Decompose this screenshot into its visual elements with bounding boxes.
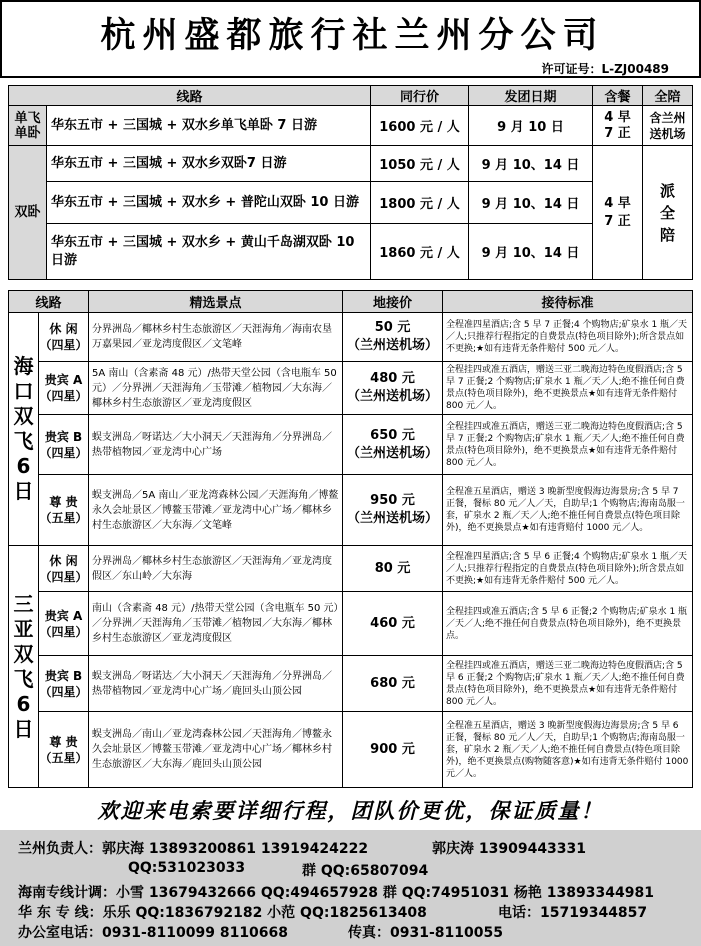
price-note: （兰州送机场） — [347, 389, 439, 404]
tier-standard: 全程挂四或准五酒店，赠送三亚二晚海边特色度假酒店;含 5 早 7 正餐;2 个购物店;矿泉水 1 瓶／天／人;绝不推任何自费景点(特色项目除外)，绝不更换景点★如有违背无条件赔付 800 元／人。 — [443, 362, 693, 415]
price-value: 950 元 — [370, 493, 415, 508]
col-price: 地接价 — [343, 291, 443, 313]
tier-spots: 分界洲岛／椰林乡村生态旅游区／天涯海角／亚龙湾度假区／东山岭／大东海 — [89, 546, 343, 592]
contact-hainan: 海南专线计调：小雪 13679432666 QQ:494657928 群 QQ:74951031 杨艳 13893344981 — [18, 885, 654, 901]
price-note: （兰州送机场） — [347, 338, 439, 353]
col-date: 发团日期 — [469, 86, 593, 106]
tier-price: 460 元 — [343, 592, 443, 656]
tier-standard: 全程准四星酒店;含 5 早 7 正餐;4 个购物店;矿泉水 1 瓶／天／人;只推荐行程指定的自费景点(特色项目除外);所含景点如不更换;★如有违背无条件赔付 500 元／人。 — [443, 313, 693, 362]
price-value: 50 元 — [374, 320, 411, 335]
contact-office: 办公室电话：0931-8110099 8110668 — [18, 925, 289, 941]
guide-info: 含兰州 送机场 — [643, 106, 693, 146]
tier-standard: 全程准五星酒店，赠送 3 晚新型度假海边海景房;含 5 早 6 正餐，餐标 80 元／人／天，自助早;1 个购物店;海南岛服一套，矿泉水 2 瓶／天／人;绝不推任何自费景点(特色项目除外)，绝不更换景点(购物随客意)★如有违背无条件赔付 1000 元／人。 — [443, 712, 693, 788]
tier-spots: 蜈支洲岛／南山／亚龙湾森林公园／天涯海角／博鳌永久会址景区／博鳌玉带滩／亚龙湾中心广场／椰林乡村生态旅游区／大东海／鹿回头山顶公园 — [89, 712, 343, 788]
tier-price — [343, 313, 443, 362]
double-sleeper-label: 双卧 — [9, 146, 47, 280]
tier-price — [343, 475, 443, 546]
tier-price: 680 元 — [343, 656, 443, 712]
price-note: （兰州送机场） — [347, 511, 439, 526]
tier-level: 贵宾 B （四星） — [39, 656, 89, 712]
tier-level: 贵宾 A （四星） — [39, 362, 89, 415]
contact-manager: 兰州负责人：郭庆海 13893200861 13919424222 — [18, 841, 369, 857]
route-name: 华东五市 + 三国城 + 双水乡 + 黄山千岛湖双卧 10 日游 — [47, 224, 371, 280]
route-name: 华东五市 + 三国城 + 双水乡 + 普陀山双卧 10 日游 — [47, 182, 371, 224]
tier-level: 休 闲 （四星） — [39, 313, 89, 362]
route-name: 华东五市 + 三国城 + 双水乡单飞单卧 7 日游 — [47, 106, 371, 146]
single-flight-label: 单飞单卧 — [9, 106, 47, 146]
tier-price: 80 元 — [343, 546, 443, 592]
price-value: 650 元 — [370, 427, 415, 443]
tier-standard: 全程挂四或准五酒店，赠送三亚二晚海边特色度假酒店;含 5 早 7 正餐;2 个购物店;矿泉水 1 瓶／天／人;绝不推任何自费景点(特色项目除外)，绝不更换景点★如有违背无条件赔付 800 元／人。 — [443, 415, 693, 475]
tier-standard: 全程挂四或准五酒店，赠送三亚二晚海边特色度假酒店;含 5 早 6 正餐;2 个购物店;矿泉水 1 瓶／天／人;绝不推任何自费景点(特色项目除外)，绝不更换景点★如有违背无条件赔付 800 元／人。 — [443, 656, 693, 712]
col-standard: 接待标准 — [443, 291, 693, 313]
route-price: 1860 元 / 人 — [371, 224, 469, 280]
tier-spots: 南山（含素斋 48 元）/热带天堂公园（含电瓶车 50 元）／分界洲／天涯海角／玉带滩／植物园／大东海／椰林乡村生态旅游区／亚龙湾度假区 — [89, 592, 343, 656]
tier-spots: 蜈支洲岛／呀诺达／大小洞天／天涯海角／分界洲岛／热带植物园／亚龙湾中心广场 — [89, 415, 343, 475]
price-value: 480 元 — [370, 371, 415, 386]
contact-manager-2: 郭庆涛 13909443331 — [432, 841, 587, 857]
tier-level: 贵宾 B （四星） — [39, 415, 89, 475]
col-meal: 含餐 — [593, 86, 643, 106]
contact-panel — [0, 830, 701, 946]
contact-qq: QQ:531023033 — [128, 860, 246, 876]
route-date: 9 月 10、14 日 — [469, 224, 593, 280]
route-price: 1050 元 / 人 — [371, 146, 469, 182]
hainan-routes-table — [8, 290, 693, 788]
tier-price — [343, 415, 443, 475]
col-route: 线路 — [9, 86, 371, 106]
meal-info: 4 早 7 正 — [593, 106, 643, 146]
tier-spots: 蜈支洲岛／5A 南山／亚龙湾森林公园／天涯海角／博鳌永久会址景区／博鳌玉带滩／亚龙湾中心广场／椰林乡村生态旅游区／大东海／文笔峰 — [89, 475, 343, 546]
tier-standard: 全程挂四或准五酒店;含 5 早 6 正餐;2 个购物店;矿泉水 1 瓶／天／人;绝不推任何自费景点(特色项目除外)，绝不更换景点。 — [443, 592, 693, 656]
welcome-slogan: 欢迎来电索要详细行程，团队价更优，保证质量！ — [97, 798, 604, 823]
route-price: 1600 元 / 人 — [371, 106, 469, 146]
col-route: 线路 — [9, 291, 89, 313]
col-guide: 全陪 — [643, 86, 693, 106]
col-price: 同行价 — [371, 86, 469, 106]
tier-price: 900 元 — [343, 712, 443, 788]
tier-level: 尊 贵 （五星） — [39, 475, 89, 546]
tier-price — [343, 362, 443, 415]
sanya-region-label: 三 亚 双 飞 6 日 — [9, 546, 39, 788]
contact-east-phone: 电话：15719344857 — [498, 905, 648, 921]
meal-info: 4 早 7 正 — [593, 146, 643, 280]
haikou-region-label: 海 口 双 飞 6 日 — [9, 313, 39, 546]
tier-standard: 全程准四星酒店;含 5 早 6 正餐;4 个购物店;矿泉水 1 瓶／天／人;只推荐行程指定的自费景点(特色项目除外);所含景点如不更换;★如有违背无条件赔付 500 元／人。 — [443, 546, 693, 592]
tier-spots: 分界洲岛／椰林乡村生态旅游区／天涯海角／海南农垦万嘉果园／亚龙湾度假区／文笔峰 — [89, 313, 343, 362]
route-name: 华东五市 + 三国城 + 双水乡双卧7 日游 — [47, 146, 371, 182]
contact-fax: 传真：0931-8110055 — [348, 925, 503, 941]
contact-qq-group: 群 QQ:65807094 — [302, 863, 429, 879]
route-price: 1800 元 / 人 — [371, 182, 469, 224]
route-date: 9 月 10、14 日 — [469, 146, 593, 182]
license-number: 许可证号：L-ZJ00489 — [541, 62, 669, 76]
price-note: （兰州送机场） — [347, 445, 439, 461]
tier-standard: 全程准五星酒店，赠送 3 晚新型度假海边海景房;含 5 早 7 正餐，餐标 80 元／人／天，自助早;1 个购物店;海南岛服一套，矿泉水 2 瓶／天／人;绝不推任何自费景点(特色项目除外)，绝不更换景点★如有违背赔付 1000 元／人。 — [443, 475, 693, 546]
page-header — [0, 0, 701, 78]
guide-info: 派 全 陪 — [643, 146, 693, 280]
tier-level: 贵宾 A （四星） — [39, 592, 89, 656]
east-china-routes-table — [8, 85, 693, 280]
tier-spots: 蜈支洲岛／呀诺达／大小洞天／天涯海角／分界洲岛／热带植物园／亚龙湾中心广场／鹿回头山顶公园 — [89, 656, 343, 712]
tier-spots: 5A 南山（含素斋 48 元）/热带天堂公园（含电瓶车 50 元）／分界洲／天涯海角／玉带滩／植物园／大东海／椰林乡村生态旅游区／亚龙湾度假区 — [89, 362, 343, 415]
col-spots: 精选景点 — [89, 291, 343, 313]
route-date: 9 月 10 日 — [469, 106, 593, 146]
tier-level: 休 闲 （四星） — [39, 546, 89, 592]
contact-east-china: 华 东 专 线：乐乐 QQ:1836792182 小范 QQ:1825613408 — [18, 905, 427, 921]
page-title: 杭州盛都旅行社兰州分公司 — [100, 16, 605, 56]
tier-level: 尊 贵 （五星） — [39, 712, 89, 788]
route-date: 9 月 10、14 日 — [469, 182, 593, 224]
